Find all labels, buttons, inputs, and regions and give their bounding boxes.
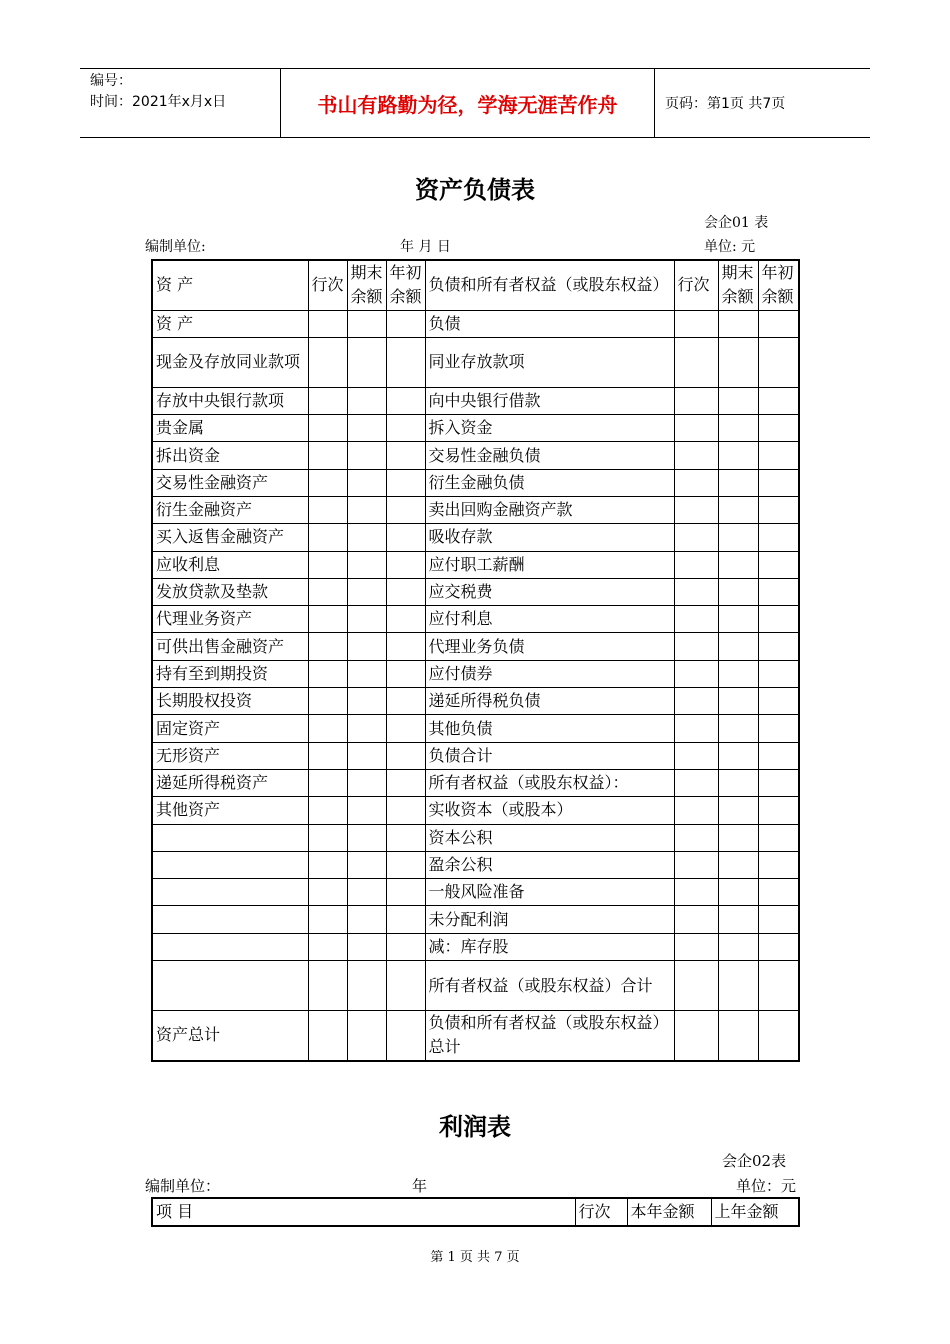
asset-name: 持有至到期投资	[152, 660, 308, 687]
asset-end-balance	[347, 524, 386, 551]
asset-row-no	[308, 824, 347, 851]
balance-sheet-row	[152, 660, 799, 687]
balance-sheet-row	[152, 824, 799, 851]
liability-row-no	[674, 824, 718, 851]
liability-row-no	[674, 337, 718, 387]
asset-end-balance	[347, 633, 386, 660]
asset-name	[152, 906, 308, 933]
liability-name: 所有者权益（或股东权益）：	[425, 769, 674, 796]
balance-sheet-row	[152, 879, 799, 906]
income-statement-date-label: 年	[412, 1177, 428, 1195]
liability-row-no	[674, 879, 718, 906]
liability-end-balance	[718, 961, 758, 1011]
asset-row-no	[308, 551, 347, 578]
asset-end-balance	[347, 387, 386, 414]
asset-row-no	[308, 906, 347, 933]
liability-end-balance	[718, 415, 758, 442]
income-statement-header-row	[152, 1198, 799, 1226]
balance-sheet-row	[152, 387, 799, 414]
liability-begin-balance	[758, 578, 799, 605]
income-statement-table	[151, 1197, 800, 1227]
liability-name: 交易性金融负债	[425, 442, 674, 469]
is-col-item: 项 目	[152, 1198, 575, 1226]
liability-row-no	[674, 1011, 718, 1061]
asset-end-balance	[347, 933, 386, 960]
liability-end-balance	[718, 906, 758, 933]
liability-end-balance	[718, 688, 758, 715]
liability-name: 资本公积	[425, 824, 674, 851]
asset-begin-balance	[386, 660, 425, 687]
liability-end-balance	[718, 633, 758, 660]
liability-begin-balance	[758, 415, 799, 442]
asset-name: 长期股权投资	[152, 688, 308, 715]
balance-sheet-row	[152, 496, 799, 523]
asset-begin-balance	[386, 933, 425, 960]
liability-begin-balance	[758, 715, 799, 742]
liability-name: 拆入资金	[425, 415, 674, 442]
asset-row-no	[308, 442, 347, 469]
col-header-end-balance-2: 期末余额	[718, 260, 758, 310]
asset-name: 贵金属	[152, 415, 308, 442]
asset-end-balance	[347, 337, 386, 387]
liability-name: 同业存放款项	[425, 337, 674, 387]
liability-begin-balance	[758, 387, 799, 414]
asset-end-balance	[347, 961, 386, 1011]
asset-begin-balance	[386, 442, 425, 469]
asset-row-no	[308, 961, 347, 1011]
liability-row-no	[674, 633, 718, 660]
asset-end-balance	[347, 688, 386, 715]
income-statement-currency-label: 单位：元	[736, 1177, 797, 1195]
balance-sheet-body	[152, 260, 799, 1061]
asset-begin-balance	[386, 688, 425, 715]
balance-sheet-currency-label: 单位: 元	[704, 239, 756, 255]
balance-sheet-row	[152, 742, 799, 769]
liability-end-balance	[718, 742, 758, 769]
liability-row-no	[674, 469, 718, 496]
liability-row-no	[674, 769, 718, 796]
liability-begin-balance	[758, 551, 799, 578]
liability-end-balance	[718, 660, 758, 687]
asset-begin-balance	[386, 769, 425, 796]
asset-begin-balance	[386, 797, 425, 824]
liability-row-no	[674, 606, 718, 633]
liability-row-no	[674, 524, 718, 551]
liability-row-no	[674, 797, 718, 824]
asset-name: 衍生金融资产	[152, 496, 308, 523]
asset-begin-balance	[386, 469, 425, 496]
liability-name: 代理业务负债	[425, 633, 674, 660]
asset-begin-balance	[386, 1011, 425, 1061]
asset-name: 资产总计	[152, 1011, 308, 1061]
liability-end-balance	[718, 310, 758, 337]
asset-end-balance	[347, 578, 386, 605]
asset-end-balance	[347, 851, 386, 878]
asset-begin-balance	[386, 524, 425, 551]
balance-sheet-title: 资产负债表	[415, 176, 535, 204]
asset-name: 代理业务资产	[152, 606, 308, 633]
liability-row-no	[674, 442, 718, 469]
page-footer: 第 1 页 共 7 页	[430, 1250, 520, 1265]
asset-begin-balance	[386, 824, 425, 851]
asset-row-no	[308, 688, 347, 715]
liability-end-balance	[718, 1011, 758, 1061]
col-header-assets: 资 产	[152, 260, 308, 310]
asset-name: 拆出资金	[152, 442, 308, 469]
balance-sheet-row	[152, 851, 799, 878]
liability-row-no	[674, 310, 718, 337]
asset-begin-balance	[386, 742, 425, 769]
asset-begin-balance	[386, 851, 425, 878]
asset-name	[152, 879, 308, 906]
asset-name: 递延所得税资产	[152, 769, 308, 796]
liability-begin-balance	[758, 851, 799, 878]
asset-row-no	[308, 879, 347, 906]
liability-row-no	[674, 415, 718, 442]
liability-begin-balance	[758, 469, 799, 496]
asset-name: 无形资产	[152, 742, 308, 769]
col-header-begin-balance: 年初余额	[386, 260, 425, 310]
col-header-begin-balance-2: 年初余额	[758, 260, 799, 310]
liability-begin-balance	[758, 1011, 799, 1061]
liability-end-balance	[718, 606, 758, 633]
asset-begin-balance	[386, 578, 425, 605]
balance-sheet-header-row	[152, 260, 799, 310]
asset-begin-balance	[386, 337, 425, 387]
liability-name: 衍生金融负债	[425, 469, 674, 496]
asset-row-no	[308, 337, 347, 387]
asset-row-no	[308, 851, 347, 878]
liability-end-balance	[718, 851, 758, 878]
liability-end-balance	[718, 551, 758, 578]
balance-sheet-row	[152, 933, 799, 960]
liability-name: 一般风险准备	[425, 879, 674, 906]
asset-end-balance	[347, 1011, 386, 1061]
asset-begin-balance	[386, 415, 425, 442]
asset-name: 其他资产	[152, 797, 308, 824]
liability-begin-balance	[758, 524, 799, 551]
code-label: 编号：	[90, 73, 132, 89]
balance-sheet-row	[152, 633, 799, 660]
asset-end-balance	[347, 769, 386, 796]
asset-end-balance	[347, 606, 386, 633]
asset-row-no	[308, 769, 347, 796]
liability-end-balance	[718, 769, 758, 796]
asset-row-no	[308, 933, 347, 960]
asset-row-no	[308, 1011, 347, 1061]
liability-name: 应付债券	[425, 660, 674, 687]
balance-sheet-row	[152, 961, 799, 1011]
liability-row-no	[674, 851, 718, 878]
liability-end-balance	[718, 524, 758, 551]
liability-name: 负债和所有者权益（或股东权益）总计	[425, 1011, 674, 1061]
liability-row-no	[674, 387, 718, 414]
liability-name: 应付职工薪酬	[425, 551, 674, 578]
balance-sheet-row	[152, 715, 799, 742]
asset-end-balance	[347, 879, 386, 906]
asset-name	[152, 851, 308, 878]
balance-sheet-row	[152, 310, 799, 337]
liability-name: 减：库存股	[425, 933, 674, 960]
asset-name: 存放中央银行款项	[152, 387, 308, 414]
document-header	[80, 68, 870, 138]
liability-begin-balance	[758, 496, 799, 523]
balance-sheet-row	[152, 415, 799, 442]
asset-name	[152, 961, 308, 1011]
liability-row-no	[674, 496, 718, 523]
liability-name: 负债	[425, 310, 674, 337]
liability-begin-balance	[758, 961, 799, 1011]
asset-name: 固定资产	[152, 715, 308, 742]
liability-begin-balance	[758, 742, 799, 769]
balance-sheet-row	[152, 797, 799, 824]
liability-end-balance	[718, 387, 758, 414]
liability-row-no	[674, 660, 718, 687]
liability-row-no	[674, 551, 718, 578]
liability-end-balance	[718, 824, 758, 851]
asset-end-balance	[347, 310, 386, 337]
liability-name: 实收资本（或股本）	[425, 797, 674, 824]
liability-name: 应交税费	[425, 578, 674, 605]
liability-end-balance	[718, 337, 758, 387]
balance-sheet-row	[152, 469, 799, 496]
asset-name: 资 产	[152, 310, 308, 337]
liability-begin-balance	[758, 660, 799, 687]
asset-row-no	[308, 415, 347, 442]
liability-begin-balance	[758, 688, 799, 715]
liability-begin-balance	[758, 769, 799, 796]
asset-row-no	[308, 633, 347, 660]
col-header-end-balance: 期末余额	[347, 260, 386, 310]
asset-begin-balance	[386, 879, 425, 906]
liability-row-no	[674, 933, 718, 960]
asset-begin-balance	[386, 496, 425, 523]
col-header-liabilities-equity: 负债和所有者权益（或股东权益）	[425, 260, 674, 310]
balance-sheet-row	[152, 688, 799, 715]
balance-sheet-row	[152, 337, 799, 387]
balance-sheet-row	[152, 1011, 799, 1061]
asset-begin-balance	[386, 310, 425, 337]
asset-end-balance	[347, 496, 386, 523]
header-motto: 书山有路勤为径，学海无涯苦作舟	[281, 69, 655, 137]
asset-row-no	[308, 387, 347, 414]
is-col-current-year: 本年金额	[627, 1198, 711, 1226]
asset-end-balance	[347, 742, 386, 769]
liability-row-no	[674, 742, 718, 769]
asset-row-no	[308, 715, 347, 742]
liability-begin-balance	[758, 442, 799, 469]
page-info: 页码：第1页 共7页	[665, 96, 786, 112]
balance-sheet-date-label: 年 月 日	[400, 239, 451, 255]
liability-name: 卖出回购金融资产款	[425, 496, 674, 523]
liability-name: 向中央银行借款	[425, 387, 674, 414]
liability-begin-balance	[758, 797, 799, 824]
liability-name: 递延所得税负债	[425, 688, 674, 715]
balance-sheet-row	[152, 906, 799, 933]
balance-sheet-table	[151, 259, 800, 1062]
balance-sheet-row	[152, 769, 799, 796]
balance-sheet-row	[152, 606, 799, 633]
is-col-prior-year: 上年金额	[711, 1198, 799, 1226]
asset-end-balance	[347, 906, 386, 933]
asset-begin-balance	[386, 387, 425, 414]
asset-row-no	[308, 578, 347, 605]
liability-begin-balance	[758, 606, 799, 633]
liability-end-balance	[718, 797, 758, 824]
asset-name: 应收利息	[152, 551, 308, 578]
asset-begin-balance	[386, 906, 425, 933]
liability-name: 负债合计	[425, 742, 674, 769]
asset-begin-balance	[386, 606, 425, 633]
balance-sheet-unit-label: 编制单位:	[145, 239, 206, 255]
balance-sheet-row	[152, 524, 799, 551]
asset-end-balance	[347, 551, 386, 578]
liability-row-no	[674, 906, 718, 933]
asset-name: 可供出售金融资产	[152, 633, 308, 660]
liability-row-no	[674, 578, 718, 605]
asset-row-no	[308, 606, 347, 633]
asset-row-no	[308, 496, 347, 523]
asset-row-no	[308, 310, 347, 337]
asset-end-balance	[347, 415, 386, 442]
time-label: 时间：2021年x月x日	[90, 94, 227, 110]
liability-end-balance	[718, 578, 758, 605]
liability-begin-balance	[758, 933, 799, 960]
liability-name: 应付利息	[425, 606, 674, 633]
asset-begin-balance	[386, 551, 425, 578]
col-header-row-no: 行次	[308, 260, 347, 310]
income-statement-unit-label: 编制单位：	[145, 1177, 221, 1195]
liability-name: 所有者权益（或股东权益）合计	[425, 961, 674, 1011]
asset-end-balance	[347, 660, 386, 687]
balance-sheet-row	[152, 551, 799, 578]
asset-begin-balance	[386, 961, 425, 1011]
balance-sheet-row	[152, 578, 799, 605]
asset-name: 买入返售金融资产	[152, 524, 308, 551]
liability-end-balance	[718, 879, 758, 906]
liability-begin-balance	[758, 310, 799, 337]
liability-begin-balance	[758, 879, 799, 906]
asset-begin-balance	[386, 715, 425, 742]
liability-begin-balance	[758, 906, 799, 933]
liability-name: 盈余公积	[425, 851, 674, 878]
liability-end-balance	[718, 933, 758, 960]
asset-end-balance	[347, 442, 386, 469]
header-meta	[80, 69, 281, 137]
liability-row-no	[674, 688, 718, 715]
balance-sheet-form-code: 会企01 表	[704, 215, 769, 231]
asset-end-balance	[347, 824, 386, 851]
liability-end-balance	[718, 442, 758, 469]
liability-name: 吸收存款	[425, 524, 674, 551]
liability-name: 未分配利润	[425, 906, 674, 933]
income-statement-title: 利润表	[439, 1113, 511, 1141]
asset-row-no	[308, 742, 347, 769]
asset-end-balance	[347, 469, 386, 496]
liability-end-balance	[718, 496, 758, 523]
income-statement-form-code: 会企02表	[722, 1152, 787, 1170]
liability-row-no	[674, 715, 718, 742]
asset-row-no	[308, 469, 347, 496]
asset-name	[152, 933, 308, 960]
liability-row-no	[674, 961, 718, 1011]
liability-begin-balance	[758, 824, 799, 851]
asset-begin-balance	[386, 633, 425, 660]
liability-begin-balance	[758, 337, 799, 387]
is-col-row-no: 行次	[575, 1198, 627, 1226]
asset-row-no	[308, 797, 347, 824]
liability-end-balance	[718, 469, 758, 496]
asset-name: 现金及存放同业款项	[152, 337, 308, 387]
col-header-row-no-2: 行次	[674, 260, 718, 310]
asset-name: 交易性金融资产	[152, 469, 308, 496]
asset-end-balance	[347, 715, 386, 742]
asset-row-no	[308, 660, 347, 687]
liability-end-balance	[718, 715, 758, 742]
asset-name: 发放贷款及垫款	[152, 578, 308, 605]
balance-sheet-row	[152, 442, 799, 469]
asset-end-balance	[347, 797, 386, 824]
asset-name	[152, 824, 308, 851]
liability-begin-balance	[758, 633, 799, 660]
liability-name: 其他负债	[425, 715, 674, 742]
asset-row-no	[308, 524, 347, 551]
